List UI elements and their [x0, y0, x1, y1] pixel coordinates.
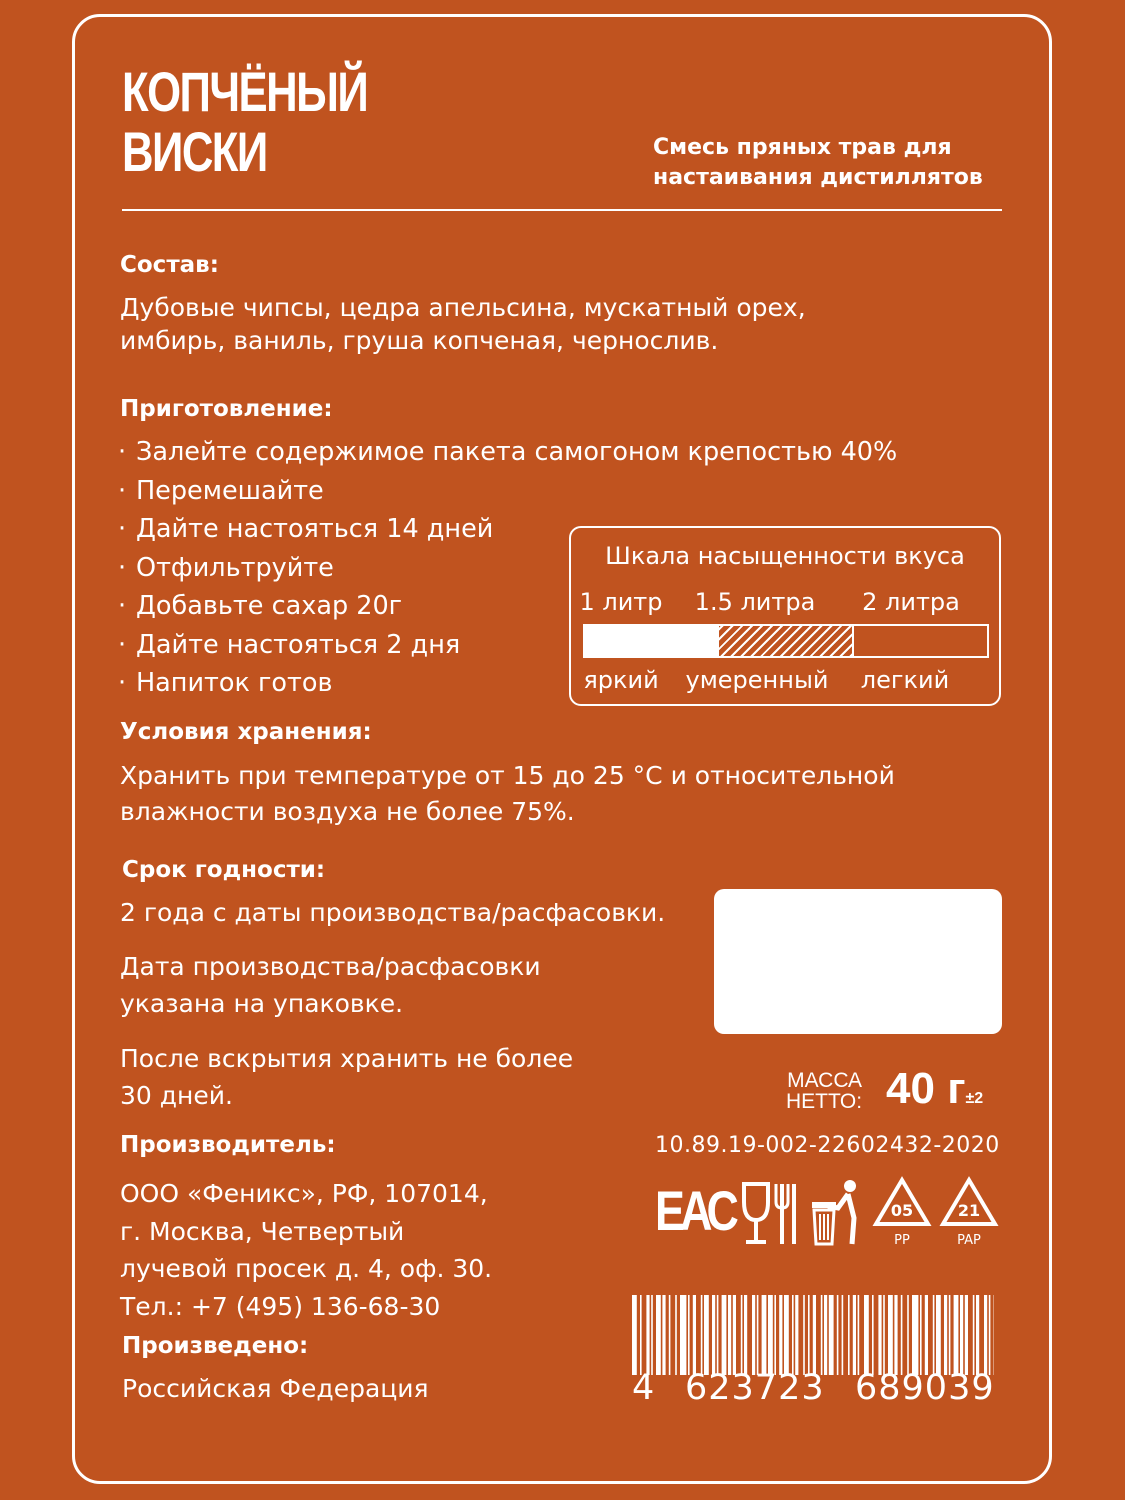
product-title — [122, 62, 367, 183]
storage-line2: влажности воздуха не более 75%. — [120, 797, 575, 826]
flavor-scale-bar — [583, 624, 989, 658]
flavor-level-2: 1.5 литра — [694, 588, 816, 616]
recycle-pap-number: 21 — [957, 1201, 981, 1220]
flavor-bar-moderate — [718, 626, 855, 656]
storage-text — [120, 758, 895, 830]
recycle-pap-icon — [939, 1176, 999, 1248]
flavor-descriptor-1: яркий — [583, 666, 659, 694]
preparation-heading: Приготовление: — [120, 396, 333, 422]
subtitle-line1: Смесь пряных трав для — [653, 135, 952, 160]
preparation-step: · Перемешайте — [118, 475, 324, 506]
barcode-icon — [632, 1295, 994, 1375]
recycle-pap-label: PAP — [957, 1233, 981, 1248]
date-stamp-area — [714, 889, 1002, 1034]
flavor-bar-bright — [585, 626, 718, 656]
trash-bin-icon — [808, 1178, 864, 1248]
flavor-descriptor-3: легкий — [860, 666, 950, 694]
preparation-step: · Залейте содержимое пакета самогоном крепостью 40% — [118, 437, 898, 467]
flavor-scale-title: Шкала насыщенности вкуса — [605, 542, 965, 570]
composition-line2: имбирь, ваниль, груша копченая, чернослив. — [120, 326, 719, 355]
eac-mark-icon: ЕАС — [655, 1179, 735, 1242]
flavor-level-3: 2 литра — [862, 588, 960, 616]
food-safe-icon — [738, 1180, 802, 1250]
barcode-digit-first: 4 — [632, 1368, 655, 1408]
flavor-level-1: 1 литр — [579, 588, 663, 616]
production-date-note: Дата производства/расфасовки указана на упаковке. — [120, 952, 541, 1018]
product-subtitle — [653, 133, 983, 193]
made-in-country: Российская Федерация — [122, 1374, 429, 1403]
barcode-digits-right: 689039 — [855, 1368, 995, 1408]
flavor-bar-light — [854, 626, 987, 656]
flavor-descriptor-2: умеренный — [685, 666, 829, 694]
made-in-heading: Произведено: — [122, 1333, 309, 1359]
storage-heading: Условия хранения: — [120, 719, 372, 745]
composition-heading: Состав: — [120, 252, 219, 278]
header-divider — [122, 209, 1002, 211]
shelf-life-heading: Срок годности: — [122, 857, 326, 883]
preparation-step: · Отфильтруйте — [118, 552, 334, 583]
preparation-step: · Дайте настояться 2 дня — [118, 629, 461, 660]
storage-line1: Хранить при температуре от 15 до 25 °С и относительной — [120, 761, 895, 790]
recycle-pp-icon — [872, 1176, 932, 1248]
product-title-line1: КОПЧЁНЫЙ — [122, 60, 368, 123]
flavor-scale — [569, 526, 1001, 706]
shelf-life-text: 2 года с даты производства/расфасовки. — [120, 898, 666, 927]
recycle-pp-label: PP — [894, 1233, 910, 1248]
preparation-step: · Напиток готов — [118, 668, 333, 698]
recycle-pp-number: 05 — [890, 1201, 914, 1220]
net-weight-label: МАССА НЕТТО: — [786, 1069, 863, 1113]
preparation-step: · Дайте настояться 14 дней — [118, 514, 494, 544]
composition-text — [120, 291, 806, 357]
product-title-line2: ВИСКИ — [122, 120, 267, 184]
composition-line1: Дубовые чипсы, цедра апельсина, мускатный орех, — [120, 293, 806, 322]
manufacturer-address: ООО «Феникс», РФ, 107014, г. Москва, Четвертый лучевой просек д. 4, оф. 30. Тел.: +7 (495) 136-68-30 — [120, 1179, 493, 1321]
net-weight-value: 40 г±2 — [886, 1064, 984, 1113]
subtitle-line2: настаивания дистиллятов — [653, 165, 983, 190]
manufacturer-heading: Производитель: — [120, 1132, 336, 1158]
after-opening-note: После вскрытия хранить не более 30 дней. — [120, 1044, 574, 1110]
barcode-digits-left: 623723 — [685, 1368, 825, 1408]
preparation-step: · Добавьте сахар 20г — [118, 591, 403, 621]
standard-code: 10.89.19-002-22602432-2020 — [655, 1133, 1000, 1158]
